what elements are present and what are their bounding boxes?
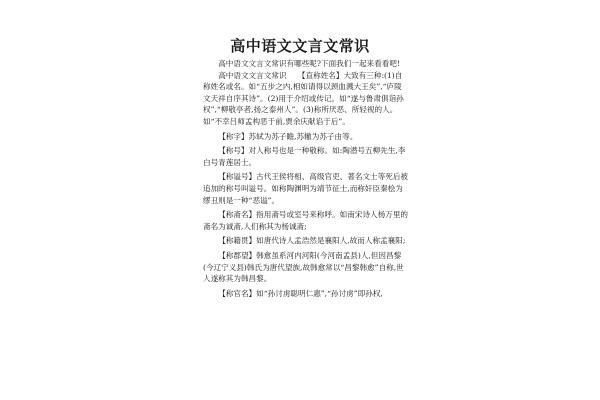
document-title: 高中语文文言文常识: [230, 37, 370, 55]
paragraph-courtesy-name: 【称字】苏轼为苏子瞻,苏辙为苏子由等。: [218, 131, 358, 141]
paragraph-official-title: 【称官名】如“孙讨虏聪明仁惠”,“孙讨虏”即孙权,: [218, 288, 383, 298]
paragraph-direct-name: 高中语文文言文常识 【直称姓名】大致有三种:(1)自称姓名或名。如“五步之内,相如请得以颈血溅大王矣”,“庐陵文天祥自序其诗”。(2)用于介绍或传记。如“遂与鲁肃俱诣孙权”,“柳敬亭者,扬之泰州人”。(3)称所厌恶、所轻视的人。如“不幸吕师孟构恶于前,贾余庆献谄于后”。: [203, 70, 404, 126]
paragraph-posthumous-name: 【称谥号】古代王侯将相、高级官吏、著名文士等死后被追加的称号叫谥号。如称陶渊明为靖节征士,而称奸臣秦桧为缪丑则是一种“恶谥”。: [203, 172, 409, 205]
paragraph-native-place: 【称籍贯】如唐代诗人孟浩然是襄阳人,故而人称孟襄阳;: [218, 236, 406, 246]
document-body: [203, 58, 409, 299]
paragraph-art-name: 【称号】对人称号也是一种敬称。如:陶潜号五柳先生,李白号青莲居士。: [203, 146, 406, 167]
paragraph-studio-name: 【称斋名】指用斋号或室号来称呼。如南宋诗人杨万里的斋名为诚斋,人们称其为杨诚斋;: [203, 210, 409, 231]
paragraph-clan-origin: 【称郡望】韩愈虽系河内河阳(今河南孟县)人,但因昌黎(今辽宁义县)韩氏为唐代望族,故韩愈常以“昌黎韩愈”自称,世人遂称其为韩昌黎。: [203, 250, 404, 284]
paragraph-intro: 高中语文文言文常识有哪些呢?下面我们一起来看看吧!: [218, 59, 400, 68]
